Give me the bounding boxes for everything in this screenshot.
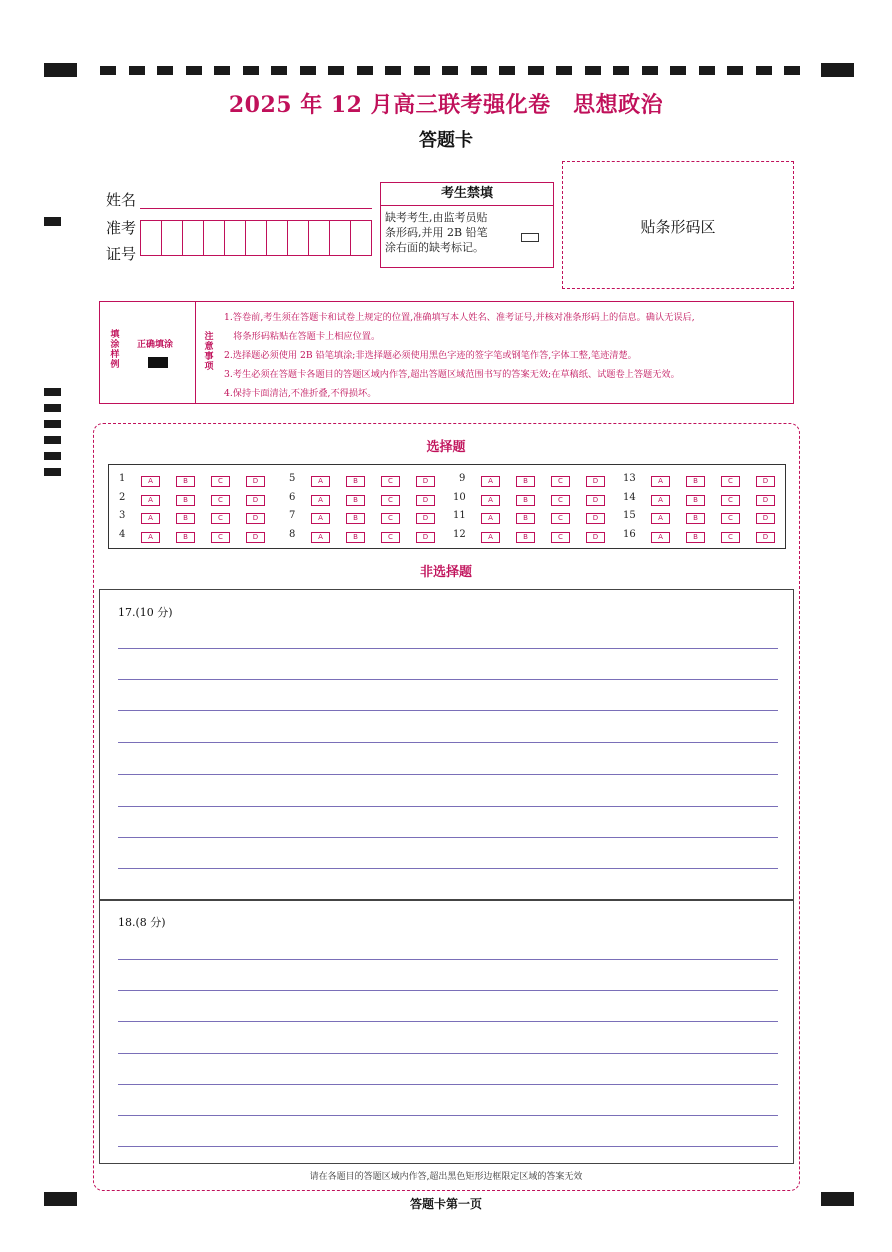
option-bubble[interactable]: C [721,532,740,543]
answer-line [118,742,778,743]
option-bubble[interactable]: D [416,476,435,487]
answer-box-q18[interactable] [99,899,794,1164]
option-bubble[interactable]: B [516,495,535,506]
page-subtitle: 答题卡 [419,130,473,151]
option-bubble[interactable]: A [481,495,500,506]
option-bubble[interactable]: D [756,513,775,524]
option-bubble[interactable]: B [346,513,365,524]
option-bubble[interactable]: B [686,513,705,524]
question-number: 13 [623,473,636,484]
option-bubble[interactable]: D [246,513,265,524]
answer-line [118,648,778,649]
question-number: 9 [459,473,466,484]
option-bubble[interactable]: C [551,495,570,506]
option-bubble[interactable]: D [586,513,605,524]
option-bubble[interactable]: C [381,495,400,506]
option-bubble[interactable]: A [311,513,330,524]
option-bubble[interactable]: A [141,513,160,524]
option-bubble[interactable]: D [246,532,265,543]
option-bubble[interactable]: A [141,495,160,506]
option-bubble[interactable]: B [686,532,705,543]
option-bubble[interactable]: C [551,476,570,487]
answer-line [118,837,778,838]
option-bubble[interactable]: C [721,495,740,506]
answer-line [118,1021,778,1022]
option-bubble[interactable]: B [346,495,365,506]
option-bubble[interactable]: B [516,513,535,524]
option-bubble[interactable]: C [211,513,230,524]
absent-box-title: 考生禁填 [381,183,553,206]
option-bubble[interactable]: A [481,532,500,543]
question-number: 14 [623,491,636,503]
name-label: 姓名 [106,191,137,209]
question-number: 4 [119,528,126,540]
answer-line [118,1084,778,1085]
absent-box-text: 缺考考生,由监考员贴 条形码,并用 2B 铅笔 涂右面的缺考标记。 [385,211,488,254]
option-bubble[interactable]: B [346,532,365,543]
timing-mark-left-single [44,217,61,226]
fill-example-label: 填 涂 样 例 [110,330,120,370]
correct-fill-label: 正确填涂 [137,340,174,350]
question-number: 6 [289,491,296,503]
option-bubble[interactable]: D [246,476,265,487]
question-number: 10 [453,491,466,503]
timing-mark-top-left [44,63,77,77]
option-bubble[interactable]: C [721,513,740,524]
answer-line [118,1115,778,1116]
option-bubble[interactable]: D [586,476,605,487]
option-bubble[interactable]: D [416,532,435,543]
option-bubble[interactable]: C [721,476,740,487]
page-title: 2025 年 12 月高三联考强化卷 思想政治 [228,92,664,118]
option-bubble[interactable]: A [651,532,670,543]
answer-line [118,959,778,960]
question-number: 15 [623,510,636,521]
question-number: 5 [289,473,296,484]
option-bubble[interactable]: C [381,513,400,524]
option-bubble[interactable]: A [141,532,160,543]
option-bubble[interactable]: B [176,513,195,524]
option-bubble[interactable]: D [756,532,775,543]
answer-line [118,679,778,680]
footer-note: 请在各题目的答题区域内作答,超出黑色矩形边框限定区域的答案无效 [309,1172,583,1182]
option-bubble[interactable]: C [381,532,400,543]
option-bubble[interactable]: D [586,495,605,506]
id-label-line2: 证号 [106,245,137,263]
question-number: 12 [453,528,466,540]
option-bubble[interactable]: C [381,476,400,487]
option-bubble[interactable]: D [416,495,435,506]
option-bubble[interactable]: B [176,495,195,506]
option-bubble[interactable]: D [756,495,775,506]
option-bubble[interactable]: B [346,476,365,487]
question-number: 7 [289,510,296,521]
absent-checkbox[interactable] [521,233,539,242]
option-bubble[interactable]: B [686,495,705,506]
option-bubble[interactable]: D [416,513,435,524]
correct-fill-sample [148,357,168,368]
question-number: 11 [453,510,466,521]
option-bubble[interactable]: B [176,476,195,487]
option-bubble[interactable]: B [686,476,705,487]
page-number: 答题卡第一页 [409,1197,482,1211]
question-number: 1 [119,473,126,484]
answer-line [118,806,778,807]
exam-id-grid[interactable] [140,220,372,256]
barcode-area [562,161,794,289]
choice-grid [108,464,786,549]
timing-mark-top-right [821,63,854,77]
option-bubble[interactable]: B [176,532,195,543]
id-label-line1: 准考 [106,219,137,237]
option-bubble[interactable]: A [141,476,160,487]
option-bubble[interactable]: B [516,476,535,487]
option-bubble[interactable]: C [211,476,230,487]
option-bubble[interactable]: A [651,513,670,524]
answer-line [118,868,778,869]
absent-mark-box [380,182,554,268]
option-bubble[interactable]: A [311,495,330,506]
question-label: 17.(10 分) [118,606,173,619]
answer-line [118,710,778,711]
option-bubble[interactable]: A [481,476,500,487]
option-bubble[interactable]: D [246,495,265,506]
barcode-label: 贴条形码区 [640,218,716,236]
question-number: 16 [623,528,636,540]
option-bubble[interactable]: A [311,476,330,487]
question-number: 2 [119,491,126,503]
option-bubble[interactable]: C [551,513,570,524]
non-choice-section-title: 非选择题 [419,565,472,580]
answer-line [118,774,778,775]
option-bubble[interactable]: C [211,532,230,543]
option-bubble[interactable]: D [756,476,775,487]
option-bubble[interactable]: B [516,532,535,543]
choice-section-title: 选择题 [426,440,466,455]
option-bubble[interactable]: A [311,532,330,543]
notice-label: 注 意 事 项 [204,332,214,372]
answer-line [118,1146,778,1147]
notice-panel [99,301,794,404]
timing-marks-top [100,66,800,75]
answer-box-q17[interactable] [99,589,794,901]
name-field[interactable] [140,208,372,209]
option-bubble[interactable]: A [481,513,500,524]
notice-divider [195,302,196,403]
option-bubble[interactable]: A [651,495,670,506]
question-number: 3 [119,510,126,521]
option-bubble[interactable]: D [586,532,605,543]
answer-line [118,1053,778,1054]
notice-text: 1.答卷前,考生须在答题卡和试卷上规定的位置,准确填写本人姓名、准考证号,并核对准条形码上的信息。确认无误后, 将条形码粘贴在答题卡上相应位置。 2.选择题必须使用 2B 铅笔填涂;非选择题必须使用黑色字迹的签字笔或钢笔作答,字体工整,笔迹清楚。 3.考生必须在答题卡各题目的答题区域内作答,超出答题区域范围书写的答案无效;在草稿纸、试题卷上答题无效。 4.保持卡面清洁,不准折叠,不得损坏。 [224,312,695,399]
answer-line [118,990,778,991]
question-number: 8 [289,528,296,540]
option-bubble[interactable]: C [551,532,570,543]
option-bubble[interactable]: A [651,476,670,487]
option-bubble[interactable]: C [211,495,230,506]
question-label: 18.(8 分) [118,916,166,929]
